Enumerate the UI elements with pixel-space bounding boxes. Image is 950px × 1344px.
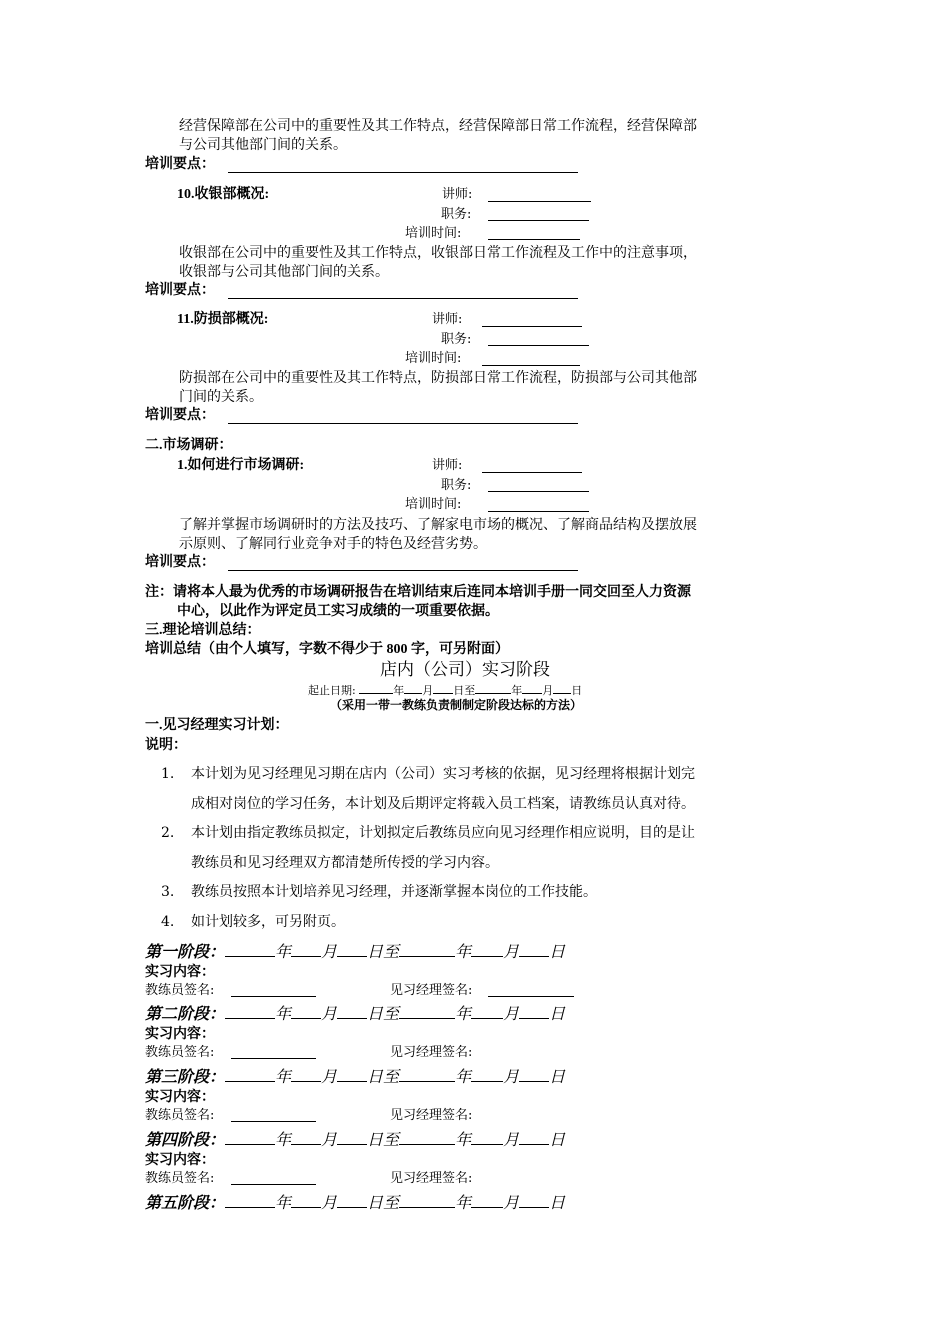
s10-desc-line2: 收银部与公司其他部门间的关系。 xyxy=(179,264,389,280)
s10-position-field[interactable] xyxy=(488,220,589,221)
phase-2-trainee-label: 见习经理签名: xyxy=(390,1045,473,1060)
phase-4-coach-field[interactable] xyxy=(231,1184,316,1185)
phase-3-coach-label: 教练员签名: xyxy=(145,1108,215,1123)
phase-1-start-day-field[interactable] xyxy=(337,942,367,957)
phase-3-end-month-field[interactable] xyxy=(471,1067,503,1082)
s10-key-label: 培训要点： xyxy=(145,283,215,298)
phase-1-coach-label: 教练员签名: xyxy=(145,983,215,998)
plan-item-1-line2: 成相对岗位的学习任务，本计划及后期评定将载入员工档案，请教练员认真对待。 xyxy=(191,796,695,812)
plan-heading: 一.见习经理实习计划： xyxy=(145,718,289,733)
phase-2-nian-2: 年 xyxy=(455,1004,472,1023)
note-line2: 中心，以此作为评定员工实习成绩的一项重要依据。 xyxy=(177,604,499,619)
stage-start-month-field[interactable] xyxy=(404,682,422,694)
summary-heading: 三.理论培训总结： xyxy=(145,623,261,638)
market-position-label: 职务: xyxy=(441,478,472,493)
stage-start-year-field[interactable] xyxy=(359,682,393,694)
stage-title: 店内（公司）实习阶段 xyxy=(380,660,550,680)
phase-3-rizhi: 日至 xyxy=(367,1067,400,1086)
market-position-field[interactable] xyxy=(488,491,589,492)
s11-lecturer-label: 讲师: xyxy=(432,312,463,327)
phase-1-nian: 年 xyxy=(275,942,292,961)
s10-lecturer-label: 讲师: xyxy=(442,187,473,202)
plan-item-2-line2: 教练员和见习经理双方都清楚所传授的学习内容。 xyxy=(191,855,499,871)
phase-5-start-year-field[interactable] xyxy=(225,1193,275,1208)
phase-1-ri: 日 xyxy=(549,942,566,961)
phase-3-coach-field[interactable] xyxy=(231,1121,316,1122)
phase-5-nian-2: 年 xyxy=(455,1193,472,1212)
s10-desc-line1: 收银部在公司中的重要性及其工作特点，收银部日常工作流程及工作中的注意事项， xyxy=(179,245,697,261)
phase-1-yue-2: 月 xyxy=(503,942,520,961)
phase-1-coach-field[interactable] xyxy=(231,996,316,997)
phase-4-end-day-field[interactable] xyxy=(519,1130,549,1145)
stage-ri: 日 xyxy=(571,684,583,697)
phase-3-ri: 日 xyxy=(549,1067,566,1086)
market-title: 1.如何进行市场调研: xyxy=(177,458,305,473)
stage-date-label: 起止日期: xyxy=(308,684,356,697)
s11-title: 11.防损部概况: xyxy=(177,312,269,327)
s11-desc-line2: 门间的关系。 xyxy=(179,389,263,405)
phase-2-dates xyxy=(145,1004,565,1025)
s11-desc-line1: 防损部在公司中的重要性及其工作特点，防损部日常工作流程，防损部与公司其他部 xyxy=(179,370,697,386)
phase-4-end-year-field[interactable] xyxy=(399,1130,455,1145)
market-key-field[interactable] xyxy=(228,570,578,571)
stage-dates xyxy=(308,682,582,698)
phase-2-start-day-field[interactable] xyxy=(337,1004,367,1019)
phase-4-trainee-label: 见习经理签名: xyxy=(390,1171,473,1186)
phase-3-start-month-field[interactable] xyxy=(291,1067,321,1082)
phase-4-label: 第四阶段： xyxy=(145,1132,226,1149)
phase-4-ri: 日 xyxy=(549,1130,566,1149)
stage-nian: 年 xyxy=(393,684,405,697)
phase-4-yue: 月 xyxy=(321,1130,338,1149)
market-time-field[interactable] xyxy=(488,511,589,512)
stage-start-day-field[interactable] xyxy=(433,682,453,694)
phase-5-dates xyxy=(145,1193,565,1214)
s11-key-field[interactable] xyxy=(228,423,578,424)
phase-3-dates xyxy=(145,1067,565,1088)
note-line1: 注：请将本人最为优秀的市场调研报告在培训结束后连同本培训手册一同交回至人力资源 xyxy=(145,585,691,600)
phase-5-yue-2: 月 xyxy=(503,1193,520,1212)
phase-2-yue: 月 xyxy=(321,1004,338,1023)
s10-position-label: 职务: xyxy=(441,207,472,222)
plan-item-2-line1: 本计划由指定教练员拟定，计划拟定后教练员应向见习经理作相应说明，目的是让 xyxy=(191,825,695,841)
phase-5-end-month-field[interactable] xyxy=(471,1193,503,1208)
stage-end-day-field[interactable] xyxy=(553,682,571,694)
phase-1-end-month-field[interactable] xyxy=(471,942,503,957)
phase-3-trainee-label: 见习经理签名: xyxy=(390,1108,473,1123)
s11-time-label: 培训时间: xyxy=(405,351,462,366)
phase-4-nian: 年 xyxy=(275,1130,292,1149)
summary-line: 培训总结（由个人填写，字数不得少于 800 字，可另附面） xyxy=(145,642,509,657)
phase-2-end-month-field[interactable] xyxy=(471,1004,503,1019)
plan-item-1-num: 1. xyxy=(161,766,175,782)
s11-time-field[interactable] xyxy=(482,365,580,366)
phase-3-nian: 年 xyxy=(275,1067,292,1086)
phase-1-yue: 月 xyxy=(321,942,338,961)
s10-time-field[interactable] xyxy=(488,239,580,240)
plan-item-3-line1: 教练员按照本计划培养见习经理，并逐渐掌握本岗位的工作技能。 xyxy=(191,884,597,900)
phase-1-start-year-field[interactable] xyxy=(225,942,275,957)
plan-item-2-num: 2. xyxy=(161,825,175,841)
phase-3-end-year-field[interactable] xyxy=(399,1067,455,1082)
phase-1-content: 实习内容： xyxy=(145,965,215,980)
plan-item-3-num: 3. xyxy=(161,884,175,900)
market-heading: 二.市场调研： xyxy=(145,438,233,453)
phase-5-end-day-field[interactable] xyxy=(519,1193,549,1208)
phase-1-end-year-field[interactable] xyxy=(399,942,455,957)
s11-key-label: 培训要点： xyxy=(145,408,215,423)
stage-yue-2: 月 xyxy=(542,684,554,697)
phase-2-end-year-field[interactable] xyxy=(399,1004,455,1019)
phase-3-label: 第三阶段： xyxy=(145,1069,226,1086)
stage-yue: 月 xyxy=(422,684,434,697)
phase-1-end-day-field[interactable] xyxy=(519,942,549,957)
market-lecturer-field[interactable] xyxy=(482,472,582,473)
phase-2-nian: 年 xyxy=(275,1004,292,1023)
phase-3-yue: 月 xyxy=(321,1067,338,1086)
stage-rizhi: 日至 xyxy=(453,684,476,697)
s10-title: 10.收银部概况: xyxy=(177,187,270,202)
phase-1-rizhi: 日至 xyxy=(367,942,400,961)
phase-1-trainee-label: 见习经理签名: xyxy=(390,983,473,998)
phase-4-coach-label: 教练员签名: xyxy=(145,1171,215,1186)
s10-lecturer-field[interactable] xyxy=(488,201,591,202)
phase-3-yue-2: 月 xyxy=(503,1067,520,1086)
s9-desc-line1: 经营保障部在公司中的重要性及其工作特点，经营保障部日常工作流程，经营保障部 xyxy=(179,118,697,134)
phase-4-nian-2: 年 xyxy=(455,1130,472,1149)
s10-key-field[interactable] xyxy=(228,298,578,299)
s9-key-field[interactable] xyxy=(228,172,578,173)
phase-5-nian: 年 xyxy=(275,1193,292,1212)
phase-2-coach-field[interactable] xyxy=(231,1058,316,1059)
phase-3-end-day-field[interactable] xyxy=(519,1067,549,1082)
phase-1-trainee-field[interactable] xyxy=(488,996,574,997)
phase-5-end-year-field[interactable] xyxy=(399,1193,455,1208)
phase-4-dates xyxy=(145,1130,565,1151)
market-key-label: 培训要点： xyxy=(145,555,215,570)
s11-lecturer-field[interactable] xyxy=(482,326,582,327)
phase-4-start-day-field[interactable] xyxy=(337,1130,367,1145)
stage-end-year-field[interactable] xyxy=(475,682,511,694)
s11-position-label: 职务: xyxy=(441,332,472,347)
phase-2-rizhi: 日至 xyxy=(367,1004,400,1023)
s10-time-label: 培训时间: xyxy=(405,226,462,241)
phase-4-yue-2: 月 xyxy=(503,1130,520,1149)
market-lecturer-label: 讲师: xyxy=(432,458,463,473)
s11-position-field[interactable] xyxy=(488,345,589,346)
phase-1-start-month-field[interactable] xyxy=(291,942,321,957)
phase-4-start-month-field[interactable] xyxy=(291,1130,321,1145)
market-desc-line2: 示原则、了解同行业竞争对手的特色及经营劣势。 xyxy=(179,536,487,552)
market-time-label: 培训时间: xyxy=(405,497,462,512)
phase-1-label: 第一阶段： xyxy=(145,944,226,961)
phase-4-start-year-field[interactable] xyxy=(225,1130,275,1145)
stage-nian-2: 年 xyxy=(511,684,523,697)
phase-5-yue: 月 xyxy=(321,1193,338,1212)
phase-3-content: 实习内容： xyxy=(145,1090,215,1105)
phase-5-rizhi: 日至 xyxy=(367,1193,400,1212)
phase-5-start-month-field[interactable] xyxy=(291,1193,321,1208)
plan-item-1-line1: 本计划为见习经理见习期在店内（公司）实习考核的依据，见习经理将根据计划完 xyxy=(191,766,695,782)
phase-5-label: 第五阶段： xyxy=(145,1195,226,1212)
phase-2-start-month-field[interactable] xyxy=(291,1004,321,1019)
phase-4-content: 实习内容： xyxy=(145,1153,215,1168)
phase-3-nian-2: 年 xyxy=(455,1067,472,1086)
phase-2-yue-2: 月 xyxy=(503,1004,520,1023)
plan-item-4-num: 4. xyxy=(161,914,175,930)
phase-2-coach-label: 教练员签名: xyxy=(145,1045,215,1060)
phase-2-end-day-field[interactable] xyxy=(519,1004,549,1019)
stage-end-month-field[interactable] xyxy=(522,682,542,694)
plan-explain: 说明： xyxy=(145,738,187,753)
market-desc-line1: 了解并掌握市场调研时的方法及技巧、了解家电市场的概况、了解商品结构及摆放展 xyxy=(179,517,697,533)
stage-method: （采用一带一教练负责制制定阶段达标的方法） xyxy=(330,698,583,712)
plan-item-4-line1: 如计划较多，可另附页。 xyxy=(191,914,345,930)
s9-key-label: 培训要点： xyxy=(145,157,215,172)
phase-1-dates xyxy=(145,942,565,963)
phase-5-start-day-field[interactable] xyxy=(337,1193,367,1208)
phase-2-label: 第二阶段： xyxy=(145,1006,226,1023)
s9-desc-line2: 与公司其他部门间的关系。 xyxy=(179,137,347,153)
phase-2-start-year-field[interactable] xyxy=(225,1004,275,1019)
phase-4-rizhi: 日至 xyxy=(367,1130,400,1149)
phase-3-start-year-field[interactable] xyxy=(225,1067,275,1082)
phase-4-end-month-field[interactable] xyxy=(471,1130,503,1145)
phase-3-start-day-field[interactable] xyxy=(337,1067,367,1082)
phase-2-content: 实习内容： xyxy=(145,1027,215,1042)
phase-5-ri: 日 xyxy=(549,1193,566,1212)
phase-2-ri: 日 xyxy=(549,1004,566,1023)
phase-1-nian-2: 年 xyxy=(455,942,472,961)
